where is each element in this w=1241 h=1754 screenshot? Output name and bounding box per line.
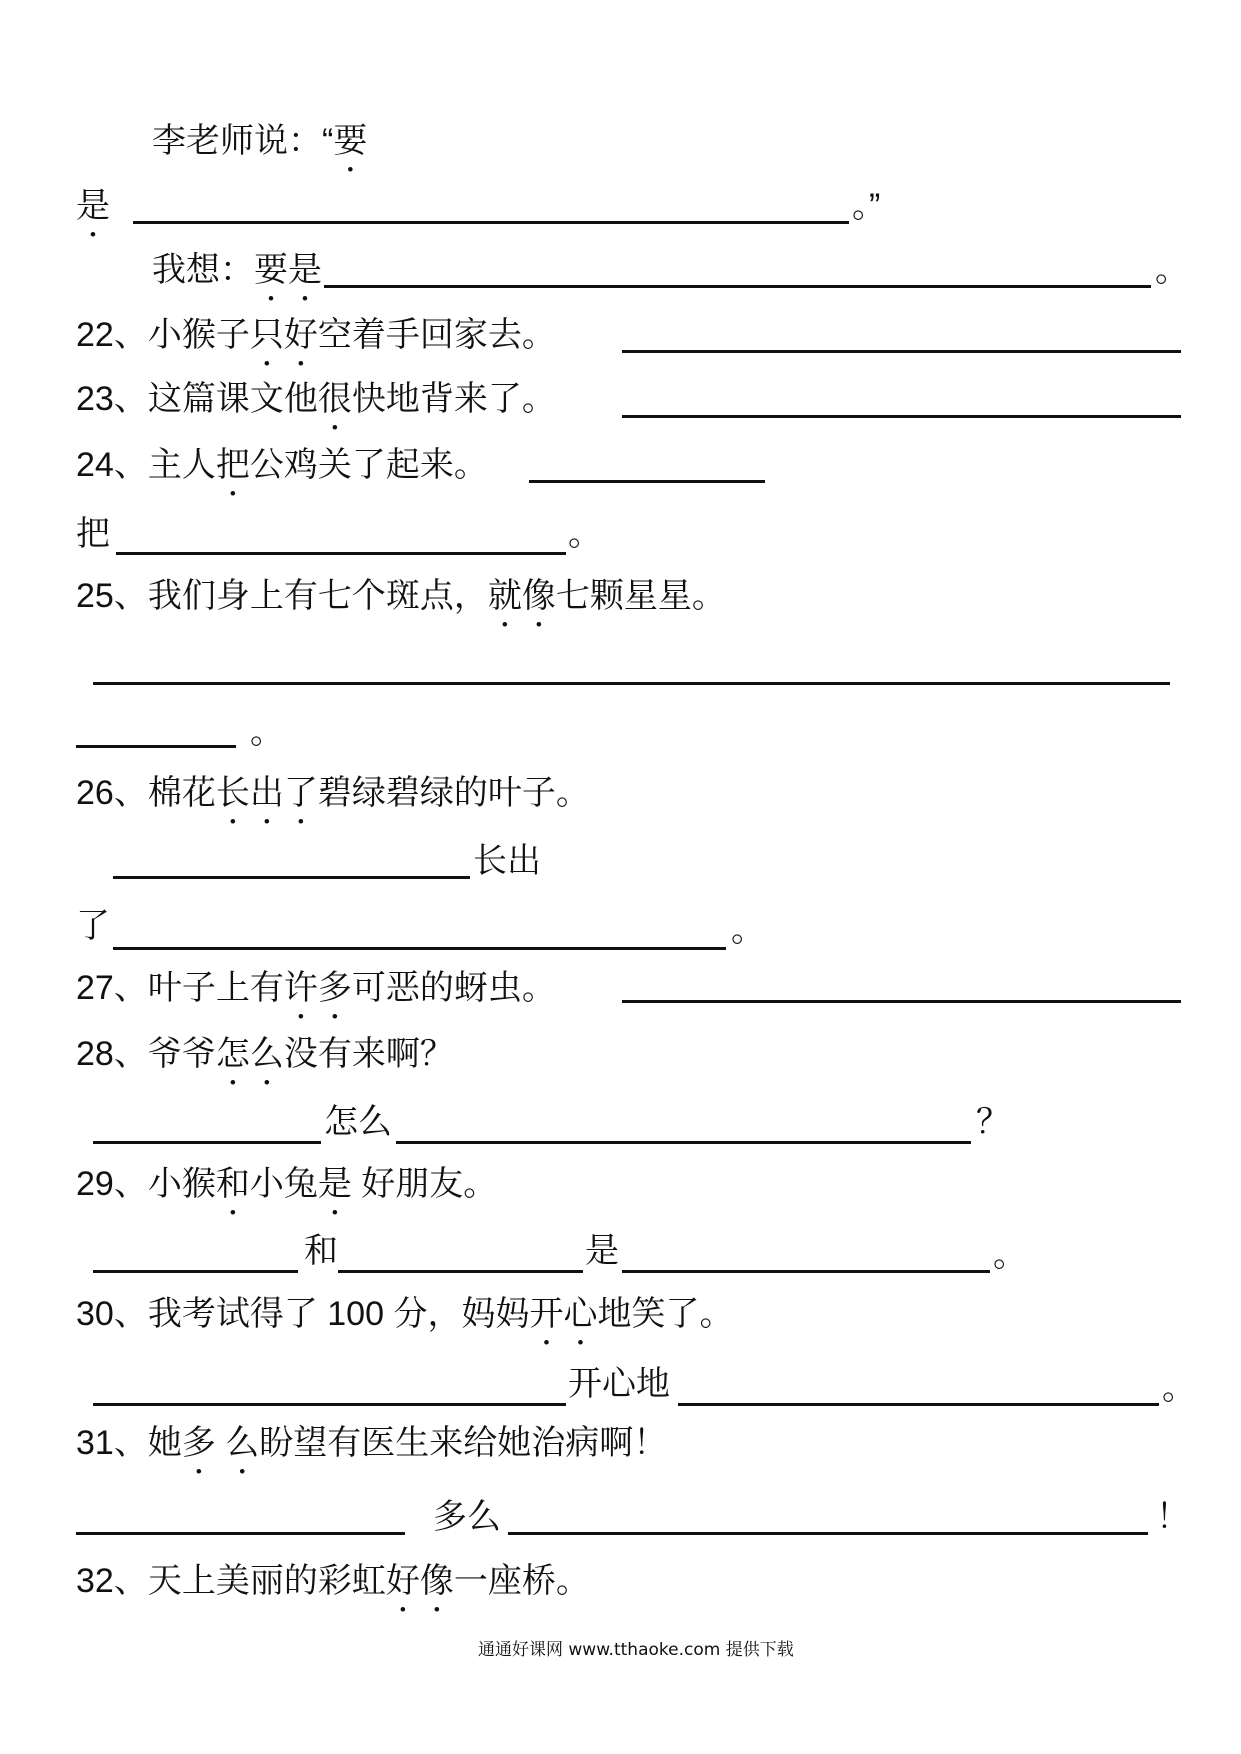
q26-answer-middle: 长出 <box>473 842 541 880</box>
sentence-text: 棉花 <box>147 774 216 812</box>
answer-blank <box>678 1403 1159 1406</box>
sentence-text: 碧绿碧绿的叶子。 <box>317 774 590 812</box>
question-number: 22、 <box>76 316 148 354</box>
emphasized-word: 要是 <box>254 251 322 289</box>
question-number: 32、 <box>76 1562 148 1600</box>
emphasized-word: 好像 <box>385 1562 454 1600</box>
sentence-text: 叶子上有 <box>147 969 284 1007</box>
sentence-text: 我们身上有七个斑点， <box>147 577 488 615</box>
answer-blank <box>76 1532 405 1535</box>
answer-blank <box>622 1270 990 1273</box>
q29-answer-middle1: 和 <box>304 1232 338 1270</box>
q22-sentence <box>76 315 556 355</box>
emphasized-word: 就像 <box>487 577 556 615</box>
sentence-text: 小猴 <box>147 1165 216 1203</box>
q30-sentence <box>76 1294 733 1334</box>
q30-answer-middle: 开心地 <box>568 1365 670 1403</box>
q21-my-suffix: 。 <box>1155 251 1189 289</box>
answer-blank <box>93 1403 566 1406</box>
answer-blank <box>622 415 1181 418</box>
emphasized-word: 开心 <box>529 1295 598 1333</box>
question-number: 31、 <box>76 1424 148 1462</box>
answer-blank <box>93 1141 321 1144</box>
sentence-text: 七颗星星。 <box>555 577 726 615</box>
q21-teacher-text: 李老师说：“ <box>152 122 334 160</box>
question-number: 24、 <box>76 446 148 484</box>
q24-answer-prefix: 把 <box>76 515 110 553</box>
emphasized-word: 许多 <box>283 969 352 1007</box>
q31-answer-suffix: ！ <box>1156 1498 1190 1536</box>
q26-answer-suffix: 。 <box>731 911 765 949</box>
sentence-text: 盼望有医生来给她治病啊！ <box>259 1424 668 1462</box>
sentence-text: 这篇课文他 <box>147 380 318 418</box>
answer-blank <box>338 1270 583 1273</box>
q30-answer-suffix: 。 <box>1162 1369 1196 1407</box>
q23-sentence <box>76 379 556 419</box>
q21-answer-suffix: 。” <box>852 187 881 225</box>
q28-answer-suffix: ？ <box>976 1103 1010 1141</box>
sentence-text: 爷爷 <box>147 1035 216 1073</box>
answer-blank <box>93 1270 298 1273</box>
answer-blank <box>76 745 236 748</box>
answer-blank <box>116 552 566 555</box>
question-number: 27、 <box>76 969 148 1007</box>
emphasized-word: 是 <box>76 187 110 225</box>
sentence-text: 她 <box>147 1424 182 1462</box>
sentence-text: 地笑了。 <box>597 1295 734 1333</box>
answer-blank <box>93 682 1170 685</box>
q32-sentence <box>76 1561 590 1601</box>
emphasized-word: 是 <box>317 1165 352 1203</box>
emphasized-word: 只好 <box>249 316 318 354</box>
q24-answer-suffix: 。 <box>568 515 602 553</box>
sentence-text: 空着手回家去。 <box>317 316 556 354</box>
q25-answer-suffix: 。 <box>250 713 284 751</box>
q27-sentence <box>76 968 556 1008</box>
q25-sentence <box>76 576 726 616</box>
answer-blank <box>133 221 849 224</box>
emphasized-word: 怎么 <box>215 1035 284 1073</box>
sentence-text: 一座桥。 <box>453 1562 590 1600</box>
emphasized-word: 很 <box>317 380 352 418</box>
question-number: 26、 <box>76 774 148 812</box>
answer-blank <box>113 876 470 879</box>
page-footer: 通通好课网 www.tthaoke.com 提供下载 <box>478 1640 794 1660</box>
q24-sentence <box>76 445 488 485</box>
q29-sentence <box>76 1164 497 1204</box>
sentence-text: 公鸡关了起来。 <box>249 446 488 484</box>
q28-sentence <box>76 1034 454 1074</box>
q21-teacher-line <box>152 121 367 161</box>
sentence-text: 小兔 <box>249 1165 318 1203</box>
sentence-text: 快地背来了。 <box>351 380 556 418</box>
q21-my-line <box>152 250 322 290</box>
sentence-text: 可恶的蚜虫。 <box>351 969 556 1007</box>
answer-blank <box>622 350 1181 353</box>
question-number: 30、 <box>76 1295 148 1333</box>
q29-answer-middle2: 是 <box>585 1232 619 1270</box>
question-number: 25、 <box>76 577 148 615</box>
q28-answer-middle: 怎么 <box>324 1103 392 1141</box>
q26-answer-line2-prefix: 了 <box>76 907 110 945</box>
answer-blank <box>622 1000 1181 1003</box>
q31-answer-middle: 多么 <box>433 1498 501 1536</box>
emphasized-word: 要 <box>333 122 368 160</box>
sentence-text: 小猴子 <box>147 316 250 354</box>
question-number: 28、 <box>76 1035 148 1073</box>
emphasized-word: 多 么 <box>181 1424 260 1462</box>
question-number: 23、 <box>76 380 148 418</box>
q21-answer-prefix <box>76 186 110 226</box>
sentence-text: 主人 <box>147 446 216 484</box>
emphasized-word: 长出了 <box>215 774 318 812</box>
q26-sentence <box>76 773 590 813</box>
sentence-text: 好朋友。 <box>351 1165 498 1203</box>
emphasized-word: 和 <box>215 1165 250 1203</box>
answer-blank <box>113 947 726 950</box>
sentence-text: 我考试得了 100 分，妈妈 <box>147 1295 530 1333</box>
answer-blank <box>396 1141 971 1144</box>
sentence-text: 天上美丽的彩虹 <box>147 1562 386 1600</box>
q31-sentence <box>76 1423 667 1463</box>
question-number: 29、 <box>76 1165 148 1203</box>
answer-blank <box>324 285 1151 288</box>
q21-my-text: 我想： <box>152 251 254 289</box>
answer-blank <box>529 480 765 483</box>
emphasized-word: 把 <box>215 446 250 484</box>
answer-blank <box>508 1532 1148 1535</box>
sentence-text: 没有来啊？ <box>283 1035 454 1073</box>
q29-answer-suffix: 。 <box>993 1236 1027 1274</box>
